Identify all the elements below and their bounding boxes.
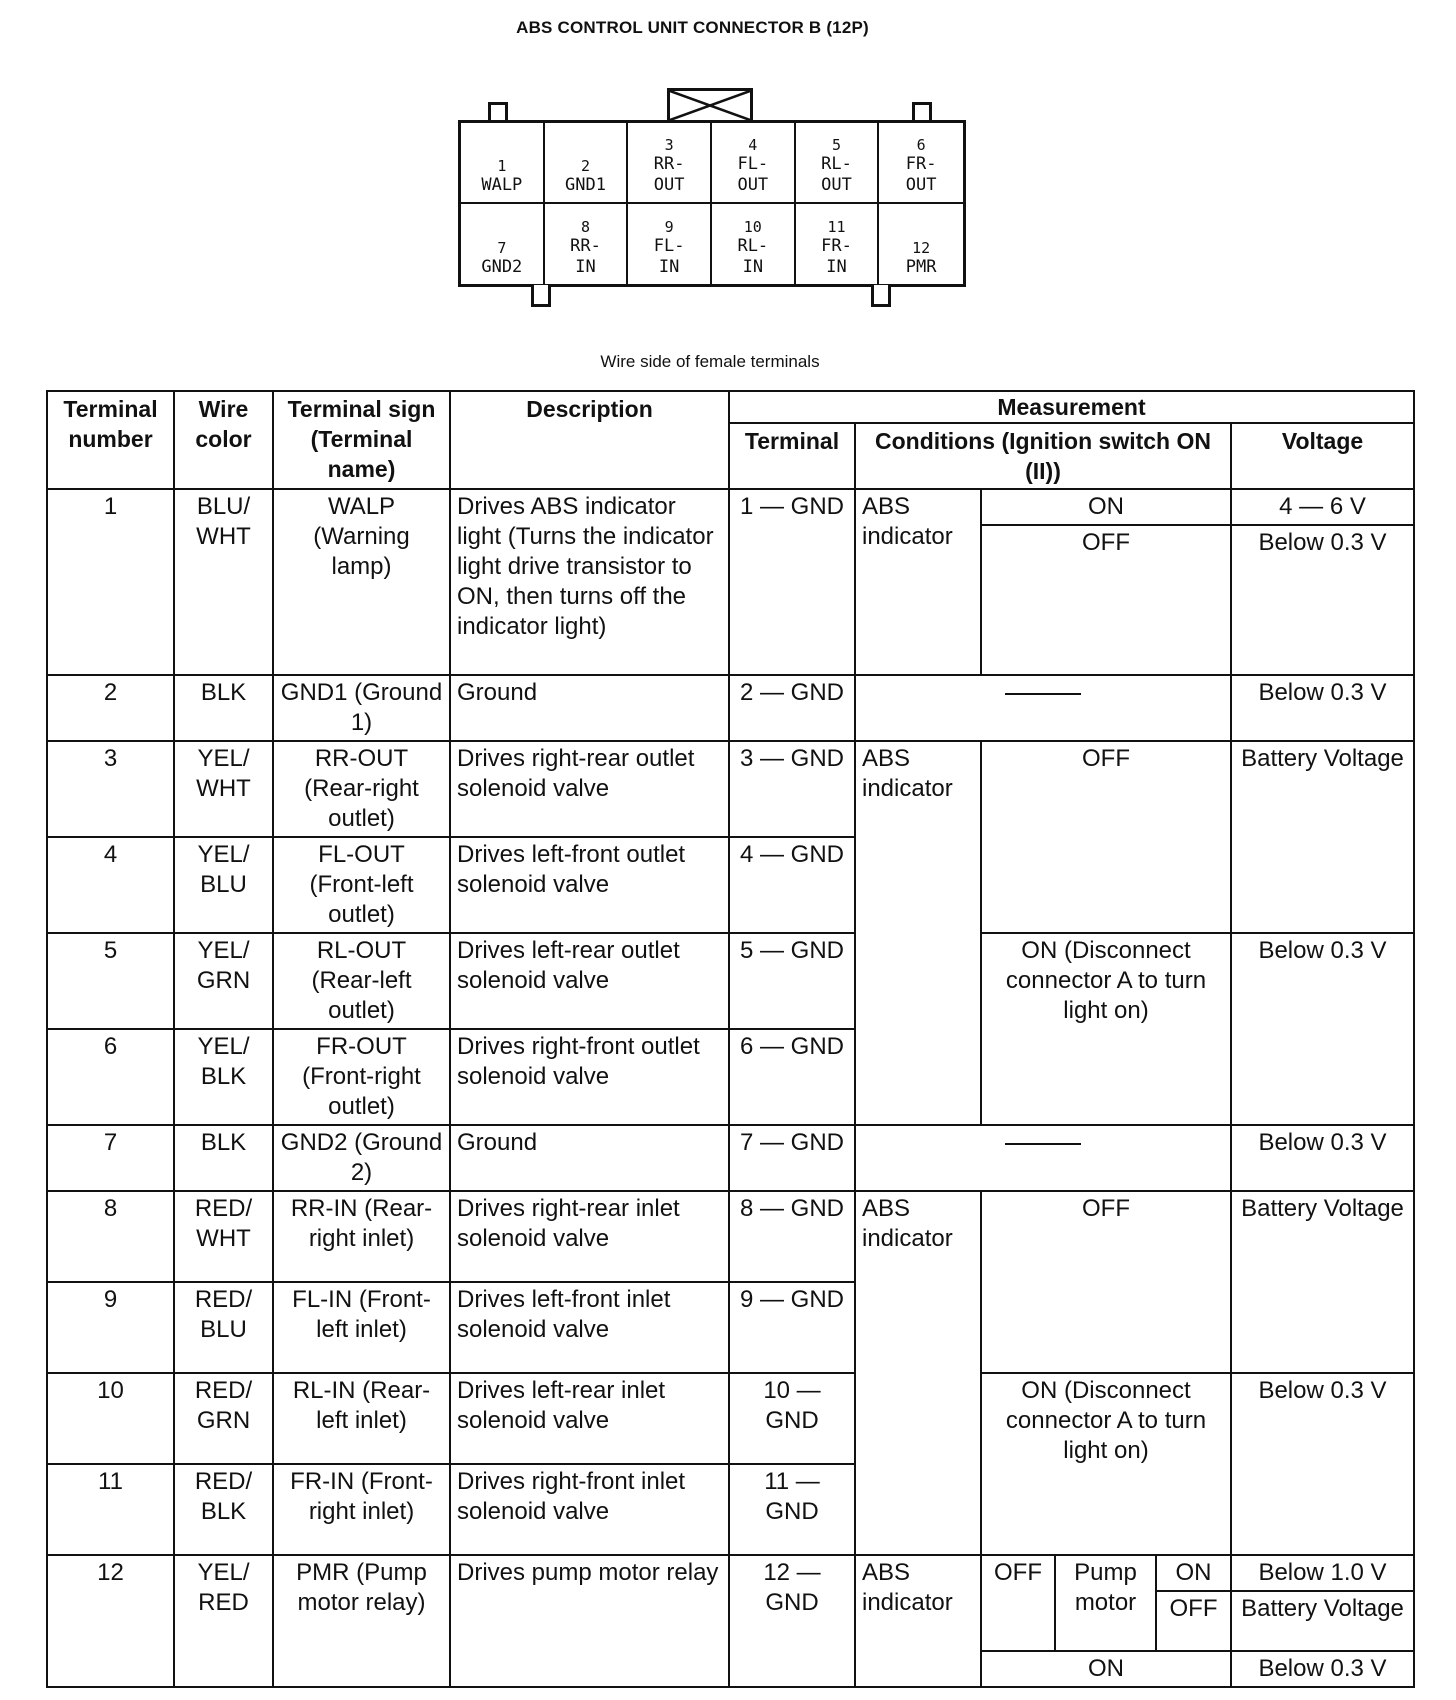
- wire-color: BLK: [174, 675, 273, 741]
- connector-key-icon: [667, 88, 753, 120]
- voltage-value: 4 — 6 V: [1231, 489, 1414, 525]
- condition-abs-indicator: ABS indicator: [855, 741, 981, 1125]
- terminal-number: 10: [47, 1373, 174, 1464]
- terminal-number: 1: [47, 489, 174, 675]
- description: Drives right-rear outlet solenoid valve: [450, 741, 729, 837]
- voltage-value: Below 0.3 V: [1231, 1125, 1414, 1191]
- connector-body: [458, 120, 966, 287]
- wire-color: YEL/ RED: [174, 1555, 273, 1687]
- condition-on-disconnect: ON (Disconnect connector A to turn light on): [981, 933, 1231, 1125]
- terminal-number: 2: [47, 675, 174, 741]
- connector-pin: 6 FR- OUT: [879, 123, 963, 204]
- description: Ground: [450, 1125, 729, 1191]
- terminal-sign: FR-OUT (Front-right outlet): [273, 1029, 450, 1125]
- connector-pin: 4 FL- OUT: [712, 123, 796, 204]
- terminal-number: 6: [47, 1029, 174, 1125]
- terminal-sign: FR-IN (Front-right inlet): [273, 1464, 450, 1555]
- page-title: ABS CONTROL UNIT CONNECTOR B (12P): [516, 18, 869, 37]
- voltage-value: Below 1.0 V: [1231, 1555, 1414, 1591]
- voltage-value: Below 0.3 V: [1231, 675, 1414, 741]
- condition-off: OFF: [981, 1191, 1231, 1373]
- terminal-number: 5: [47, 933, 174, 1029]
- measurement-terminal: 11 — GND: [729, 1464, 855, 1555]
- description: Drives ABS indicator light (Turns the indicator light drive transistor to ON, then turns off the indicator light): [450, 489, 729, 675]
- header-terminal: Terminal: [729, 423, 855, 489]
- voltage-value: Below 0.3 V: [1231, 1373, 1414, 1555]
- condition-on: ON: [981, 489, 1231, 525]
- wire-color: BLU/ WHT: [174, 489, 273, 675]
- header-description: Description: [450, 391, 729, 489]
- description: Drives left-rear inlet solenoid valve: [450, 1373, 729, 1464]
- connector-pin: 5 RL- OUT: [796, 123, 880, 204]
- terminal-sign: RR-OUT (Rear-right outlet): [273, 741, 450, 837]
- header-conditions: Conditions (Ignition switch ON (II)): [855, 423, 1231, 489]
- measurement-terminal: 8 — GND: [729, 1191, 855, 1282]
- terminal-sign: GND1 (Ground 1): [273, 675, 450, 741]
- terminal-sign: GND2 (Ground 2): [273, 1125, 450, 1191]
- connector-diagram: [455, 85, 975, 315]
- terminal-sign: RR-IN (Rear-right inlet): [273, 1191, 450, 1282]
- header-voltage: Voltage: [1231, 423, 1414, 489]
- terminal-sign: PMR (Pump motor relay): [273, 1555, 450, 1687]
- connector-pin: 3 RR- OUT: [628, 123, 712, 204]
- terminal-number: 9: [47, 1282, 174, 1373]
- voltage-value: Below 0.3 V: [1231, 525, 1414, 675]
- measurement-terminal: 10 — GND: [729, 1373, 855, 1464]
- header-terminal-number: Terminal number: [47, 391, 174, 489]
- description: Drives left-rear outlet solenoid valve: [450, 933, 729, 1029]
- description: Drives right-front outlet solenoid valve: [450, 1029, 729, 1125]
- wire-color: BLK: [174, 1125, 273, 1191]
- condition-off: OFF: [981, 525, 1231, 675]
- header-wire-color: Wire color: [174, 391, 273, 489]
- wire-color: YEL/ BLK: [174, 1029, 273, 1125]
- condition-none: [855, 675, 1231, 741]
- measurement-terminal: 7 — GND: [729, 1125, 855, 1191]
- wire-color: YEL/ WHT: [174, 741, 273, 837]
- voltage-value: Battery Voltage: [1231, 741, 1414, 933]
- connector-pin: 2 GND1: [545, 123, 629, 204]
- measurement-terminal: 12 — GND: [729, 1555, 855, 1687]
- terminal-number: 4: [47, 837, 174, 933]
- condition-on-disconnect: ON (Disconnect connector A to turn light on): [981, 1373, 1231, 1555]
- terminal-sign: FL-IN (Front-left inlet): [273, 1282, 450, 1373]
- condition-off: OFF: [1156, 1591, 1231, 1651]
- dash-icon: [1005, 1143, 1081, 1145]
- voltage-value: Battery Voltage: [1231, 1191, 1414, 1373]
- header-measurement: Measurement: [729, 391, 1414, 423]
- connector-foot-right: [871, 285, 891, 307]
- description: Drives left-front outlet solenoid valve: [450, 837, 729, 933]
- wire-color: RED/ WHT: [174, 1191, 273, 1282]
- description: Drives right-front inlet solenoid valve: [450, 1464, 729, 1555]
- terminal-sign: RL-IN (Rear-left inlet): [273, 1373, 450, 1464]
- measurement-terminal: 4 — GND: [729, 837, 855, 933]
- measurement-terminal: 6 — GND: [729, 1029, 855, 1125]
- header-terminal-sign: Terminal sign (Terminal name): [273, 391, 450, 489]
- connector-pin: 9 FL- IN: [628, 204, 712, 285]
- connector-pin: 1 WALP: [461, 123, 545, 204]
- terminal-number: 12: [47, 1555, 174, 1687]
- condition-none: [855, 1125, 1231, 1191]
- terminal-number: 7: [47, 1125, 174, 1191]
- condition-abs-indicator: ABS indicator: [855, 1191, 981, 1555]
- description: Drives left-front inlet solenoid valve: [450, 1282, 729, 1373]
- terminal-sign: WALP (Warning lamp): [273, 489, 450, 675]
- voltage-value: Battery Voltage: [1231, 1591, 1414, 1651]
- measurement-terminal: 3 — GND: [729, 741, 855, 837]
- connector-pin: 8 RR- IN: [545, 204, 629, 285]
- condition-pump-motor: Pump motor: [1055, 1555, 1156, 1651]
- terminal-number: 8: [47, 1191, 174, 1282]
- description: Drives right-rear inlet solenoid valve: [450, 1191, 729, 1282]
- wire-color: YEL/ GRN: [174, 933, 273, 1029]
- wire-color: RED/ BLK: [174, 1464, 273, 1555]
- diagram-caption: Wire side of female terminals: [600, 352, 820, 371]
- terminal-table: [46, 390, 1415, 1688]
- measurement-terminal: 9 — GND: [729, 1282, 855, 1373]
- condition-abs-indicator: ABS indicator: [855, 489, 981, 675]
- connector-latch-right: [912, 102, 932, 122]
- connector-latch-left: [488, 102, 508, 122]
- terminal-number: 11: [47, 1464, 174, 1555]
- wire-color: RED/ GRN: [174, 1373, 273, 1464]
- measurement-terminal: 1 — GND: [729, 489, 855, 675]
- connector-foot-left: [531, 285, 551, 307]
- condition-off: OFF: [981, 741, 1231, 933]
- terminal-number: 3: [47, 741, 174, 837]
- terminal-sign: RL-OUT (Rear-left outlet): [273, 933, 450, 1029]
- wire-color: RED/ BLU: [174, 1282, 273, 1373]
- connector-pin: 10 RL- IN: [712, 204, 796, 285]
- terminal-sign: FL-OUT (Front-left outlet): [273, 837, 450, 933]
- description: Ground: [450, 675, 729, 741]
- voltage-value: Below 0.3 V: [1231, 933, 1414, 1125]
- measurement-terminal: 2 — GND: [729, 675, 855, 741]
- wire-color: YEL/ BLU: [174, 837, 273, 933]
- condition-abs-indicator: ABS indicator: [855, 1555, 981, 1687]
- connector-pin: 7 GND2: [461, 204, 545, 285]
- condition-on: ON: [1156, 1555, 1231, 1591]
- connector-pin: 11 FR- IN: [796, 204, 880, 285]
- voltage-value: Below 0.3 V: [1231, 1651, 1414, 1687]
- connector-pin: 12 PMR: [905, 239, 937, 277]
- measurement-terminal: 5 — GND: [729, 933, 855, 1029]
- dash-icon: [1005, 693, 1081, 695]
- condition-off: OFF: [981, 1555, 1055, 1651]
- condition-on: ON: [981, 1651, 1231, 1687]
- description: Drives pump motor relay: [450, 1555, 729, 1687]
